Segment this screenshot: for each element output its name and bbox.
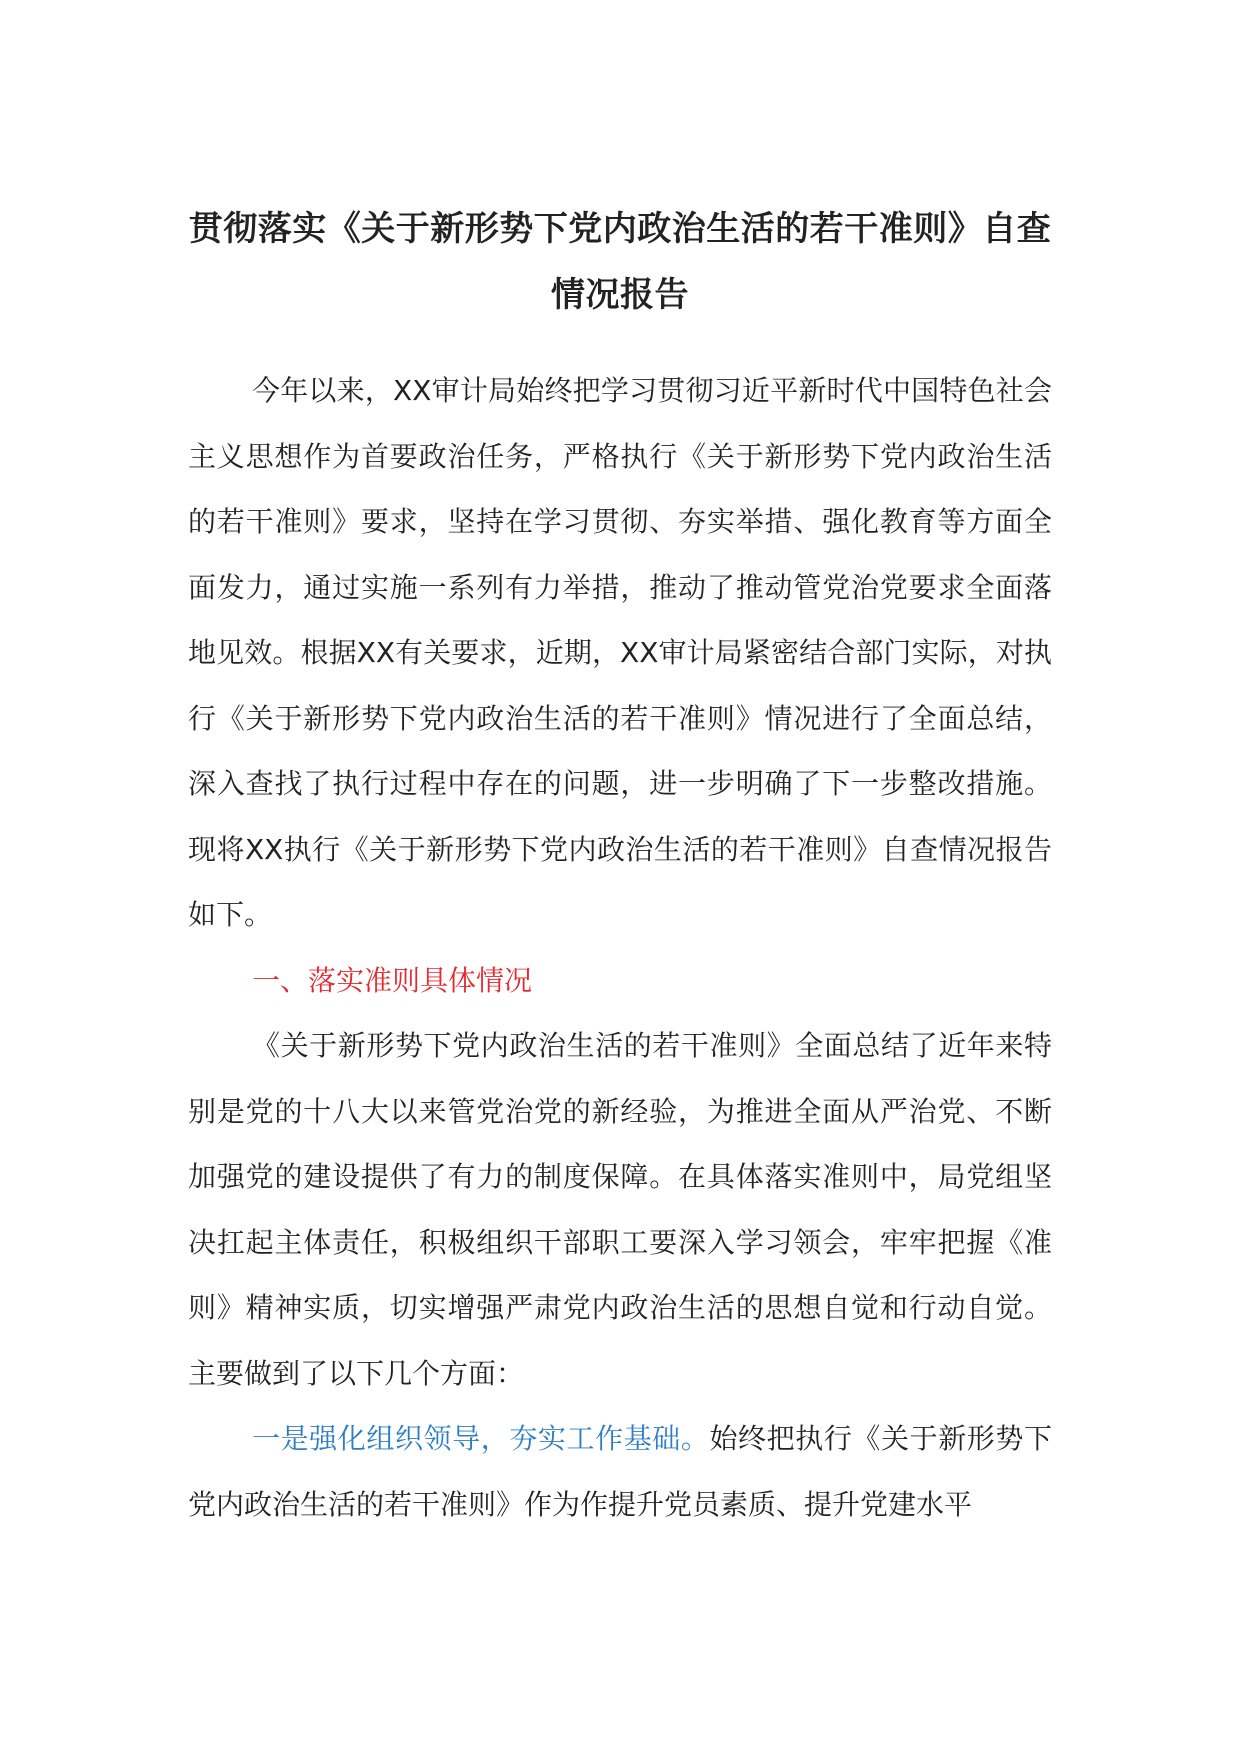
intro-paragraph: 今年以来，XX审计局始终把学习贯彻习近平新时代中国特色社会主义思想作为首要政治任务，严格执行《关于新形势下党内政治生活的若干准则》要求，坚持在学习贯彻、夯实举措、强化教育等方面全面发力，通过实施一系列有力举措，推动了推动管党治党要求全面落地见效。根据XX有关要求，近期，XX审计局紧密结合部门实际，对执行《关于新形势下党内政治生活的若干准则》情况进行了全面总结，深入查找了执行过程中存在的问题，进一步明确了下一步整改措施。现将XX执行《关于新形势下党内政治生活的若干准则》自查情况报告如下。 xyxy=(188,374,1052,931)
title-line-1: 贯彻落实《关于新形势下党内政治生活的若干准则》自查 xyxy=(188,209,1052,249)
item-1-paragraph xyxy=(188,1406,1052,1537)
document-title xyxy=(188,196,1052,328)
title-line-2: 情况报告 xyxy=(551,275,689,315)
section-heading-1: 一、落实准则具体情况 xyxy=(252,963,533,997)
item-1-lead: 一是强化组织领导，夯实工作基础。 xyxy=(252,1422,710,1455)
document-content xyxy=(188,196,1052,1537)
section-1-paragraph: 《关于新形势下党内政治生活的若干准则》全面总结了近年来特别是党的十八大以来管党治党的新经验，为推进全面从严治党、不断加强党的建设提供了有力的制度保障。在具体落实准则中，局党组坚决扛起主体责任，积极组织干部职工要深入学习领会，牢牢把握《准则》精神实质，切实增强严肃党内政治生活的思想自觉和行动自觉。主要做到了以下几个方面： xyxy=(188,1029,1052,1390)
item-1-text: 始终把执行《关于新形势下党内政治生活的若干准则》作为作提升党员素质、提升党建水平 xyxy=(188,1422,1052,1521)
document-body xyxy=(188,358,1052,1537)
